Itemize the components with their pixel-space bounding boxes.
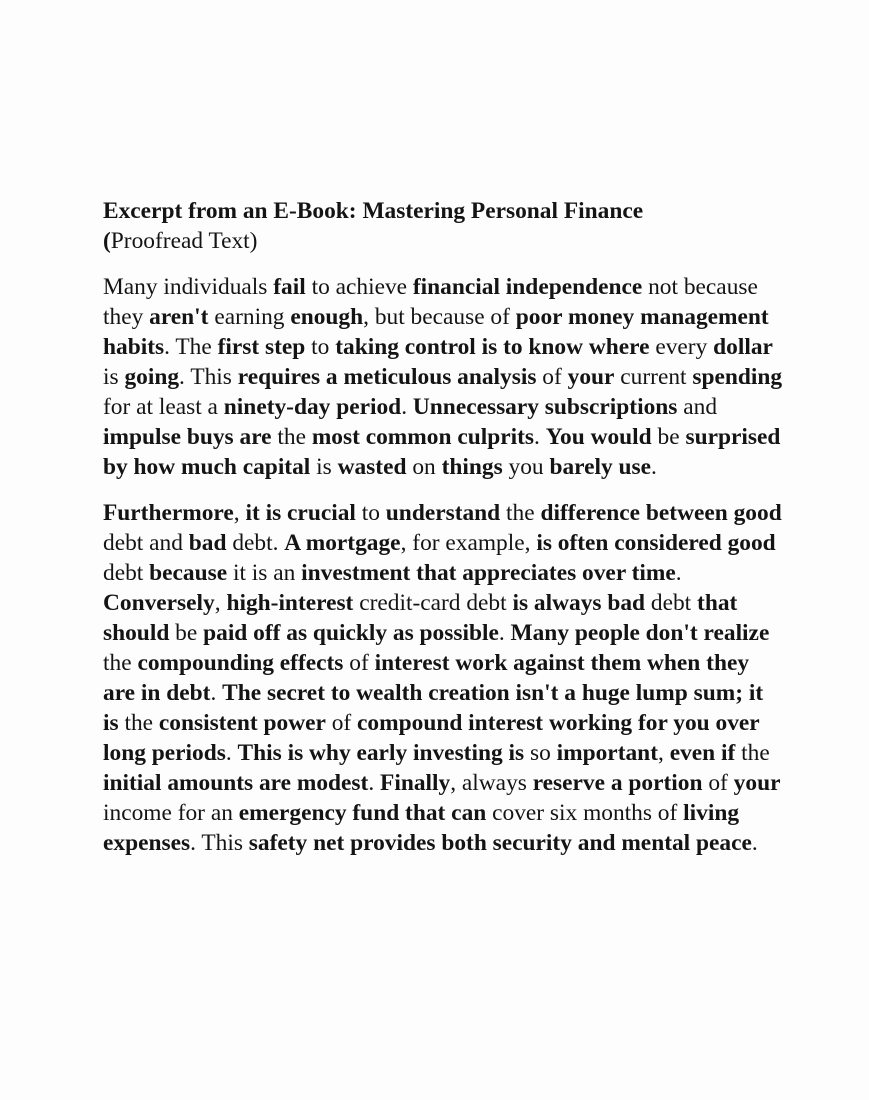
bold-text-run: most common culprits [311,424,535,450]
bold-text-run: enough [290,304,364,330]
text-run: the [271,424,312,450]
text-run: be [651,424,686,450]
subtitle-text: Proofread Text) [110,228,258,254]
bold-text-run: barely use [549,454,652,480]
text-run: to achieve [305,274,413,300]
text-run: for at least a [103,394,224,420]
text-run: . [651,454,657,480]
text-run: on [406,454,442,480]
bold-text-run: because [149,560,228,586]
bold-text-run: dollar [713,334,773,360]
bold-text-run: financial independence [412,274,643,300]
paragraph-1 [103,272,783,482]
bold-text-run: that should [103,590,738,646]
text-run: Many individuals [103,274,274,300]
bold-text-run: going [124,364,180,390]
text-run: is [103,364,125,390]
text-run: . This [190,830,249,856]
text-run: . [498,620,511,646]
bold-text-run: important [556,740,658,766]
text-run: , [214,590,227,616]
text-run: every [649,334,714,360]
paragraph-2 [103,498,783,858]
bold-text-run: initial amounts are modest [103,770,369,796]
text-run: . [751,830,758,856]
bold-text-run: bad [188,530,227,556]
text-run: debt [103,560,150,586]
bold-text-run: requires a meticulous analysis [237,364,537,390]
bold-text-run: Finally [380,770,451,796]
text-run: it is an [227,560,302,586]
bold-text-run: compounding effects [137,650,344,676]
text-run: of [536,364,568,390]
text-run: debt and [103,530,189,556]
bold-text-run: high-interest [226,590,354,616]
bold-text-run: your [567,364,615,390]
bold-text-run: interest work against them when they are in debt [103,650,750,706]
text-run: cover six months of [486,800,684,826]
text-run: . [534,424,546,450]
bold-text-run: is always bad [512,590,646,616]
text-run: of [343,650,375,676]
text-run: debt [645,590,698,616]
subtitle-open-paren: ( [103,228,111,254]
text-run: , always [450,770,533,796]
bold-text-run: poor money management habits [103,304,769,360]
text-run: . [368,770,381,796]
bold-text-run: emergency fund that can [238,800,487,826]
bold-text-run: ninety-day period [223,394,402,420]
bold-text-run: Conversely [103,590,215,616]
document-subtitle [103,226,783,256]
text-run: is [310,454,338,480]
text-run: you [502,454,550,480]
bold-text-run: first step [217,334,306,360]
text-run: the [103,650,138,676]
bold-text-run: fail [273,274,306,300]
text-run: . This [179,364,238,390]
document-title: Excerpt from an E-Book: Mastering Personal Finance [103,198,644,224]
bold-text-run: your [733,770,781,796]
bold-text-run: safety net provides both security and mental peace [248,830,752,856]
text-run: the [118,710,159,736]
text-run: to [355,500,386,526]
text-run: debt. [226,530,285,556]
bold-text-run: is often considered good [536,530,776,556]
text-run: of [325,710,358,736]
text-run: income for an [103,800,239,826]
bold-text-run: taking control is to know where [335,334,650,360]
bold-text-run: investment that appreciates over time [301,560,676,586]
text-run: . [225,740,238,766]
text-run: be [169,620,204,646]
bold-text-run: aren't [149,304,209,330]
title-block [103,196,783,256]
bold-text-run: reserve a portion [532,770,703,796]
bold-text-run: understand [385,500,501,526]
bold-text-run: You would [545,424,652,450]
text-run: current [614,364,693,390]
text-run: credit-card debt [353,590,513,616]
text-run: , [233,500,246,526]
bold-text-run: impulse buys are [103,424,272,450]
text-run: . [210,680,223,706]
bold-text-run: things [441,454,503,480]
text-run: . [401,394,413,420]
text-run: so [524,740,557,766]
bold-text-run: living expenses [103,800,740,856]
bold-text-run: consistent power [158,710,326,736]
bold-text-run: This is why early investing is [237,740,525,766]
text-run: earning [208,304,291,330]
bold-text-run: paid off as quickly as possible [203,620,499,646]
text-run: and [677,394,718,420]
bold-text-run: wasted [337,454,407,480]
bold-text-run: difference between good [540,500,782,526]
text-run: not because they [103,274,758,330]
text-run: , but because of [363,304,516,330]
bold-text-run: compound interest working for you over long periods [103,710,760,766]
text-run: , for example, [400,530,537,556]
bold-text-run: A mortgage [284,530,401,556]
bold-text-run: Unnecessary subscriptions [412,394,678,420]
text-run: . [675,560,682,586]
text-run: of [702,770,734,796]
text-run: the [735,740,770,766]
bold-text-run: Furthermore [103,500,234,526]
bold-text-run: it is crucial [245,500,356,526]
text-run: , [657,740,670,766]
text-run: to [305,334,336,360]
text-run: the [500,500,541,526]
bold-text-run: surprised by how much capital [103,424,781,480]
bold-text-run: spending [692,364,783,390]
bold-text-run: even if [669,740,736,766]
text-run: . The [164,334,218,360]
bold-text-run: The secret to wealth creation isn't a huge lump sum; it is [103,680,764,736]
ebook-excerpt [103,196,783,858]
bold-text-run: Many people don't realize [510,620,770,646]
